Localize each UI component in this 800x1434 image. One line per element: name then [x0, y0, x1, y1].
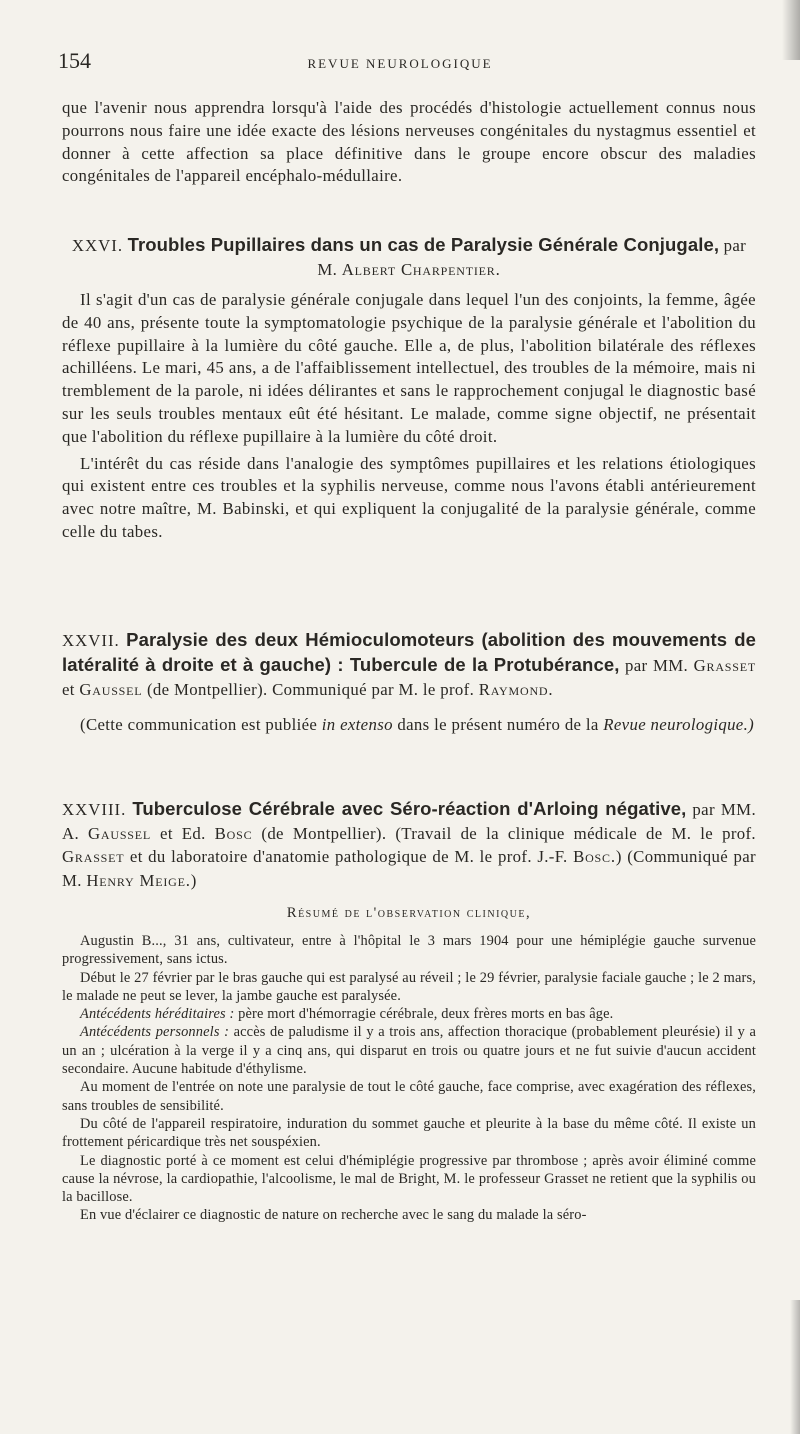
xxviii-number: XXVIII. — [62, 800, 127, 819]
intro-paragraph: que l'avenir nous apprendra lorsqu'à l'aide des procédés d'histologie actuellement connus nous pourrons nous faire une idée exacte des lésions nerveuses congénitales du nystagmus essentiel et donner à cette affection sa place définitive dans le groupe encore obscur des maladies congénitales de l'appareil encéphalo-médullaire. — [62, 98, 756, 186]
xxvii-place: (de Montpellier). Communiqué par M. le prof. — [146, 680, 475, 699]
xxviii-author-4: Bosc. — [573, 847, 616, 866]
page-header — [0, 48, 800, 78]
xxvi-number: XXVI. — [71, 236, 124, 255]
xxvii-number: XXVII. — [62, 631, 120, 650]
xxviii-text-2: et du laboratoire d'anatomie pathologique de M. le prof. J.-F. — [129, 847, 568, 866]
xxvii-note-italic: in extenso — [321, 715, 393, 734]
resume-paragraph-4 — [62, 1023, 756, 1078]
xxvi-heading — [62, 233, 756, 282]
resume-paragraph-2: Début le 27 février par le bras gauche qui est paralysé au réveil ; le 29 février, paralysie faciale gauche ; le 2 mars, le malade ne peut se lever, la jambe gauche est paralysée. — [62, 969, 756, 1004]
xxvi-author: Albert Charpentier. — [341, 260, 501, 279]
resume-paragraph-8: En vue d'éclairer ce diagnostic de nature on recherche avec le sang du malade la séro- — [80, 1207, 587, 1224]
xxviii-text-3: ) (Communiqué par M. — [62, 847, 756, 890]
xxvii-note-text-b: dans le présent numéro de la — [397, 715, 599, 734]
xxviii-by: par MM. A. — [62, 800, 756, 843]
xxviii-title: Tuberculose Cérébrale avec Séro-réaction d'Arloing négative, — [132, 798, 687, 819]
xxviii-and: et Ed. — [160, 823, 206, 843]
xxvi-by: par M. — [317, 236, 747, 279]
xxvii-heading — [62, 628, 756, 702]
resume-label-hereditary: Antécédents héréditaires : — [80, 1006, 235, 1023]
xxvii-by: par MM. — [625, 656, 689, 675]
page-number: 154 — [58, 48, 91, 73]
resume-paragraph-5: Au moment de l'entrée on note une paralysie de tout le côté gauche, face comprise, avec exagération des réflexes, sans troubles de sensibilité. — [62, 1079, 756, 1114]
resume-text-personal: accès de paludisme il y a trois ans, affection thoracique (probablement pleurésie) il y a un an ; ulcération à la verge il y a cinq ans, qui disparut en trois ou quatre jours et ne fut suivie d'aucun accident secondaire. Aucune habitude d'éthylisme. — [62, 1024, 757, 1078]
xxvi-paragraph-1: Il s'agit d'un cas de paralysie générale conjugale dans lequel l'un des conjoints, la femme, âgée de 40 ans, présente toute la symptomatologie psychique de la paralysie générale et l'abolition du réflexe pupillaire à la lumière du côté gauche. Elle a, de plus, l'abolition bilatérale des réflexes achilléens. Le mari, 45 ans, a de l'affaiblissement intellectuel, des troubles de la mémoire, mais ni tremblement de la parole, ni idées délirantes et sans le rapprochement conjugal le diagnostic basé sur les seuls troubles mentaux eût été hésitant. Le malade, comme signe objectif, ne présentait que l'abolition du réflexe pupillaire à la lumière du côté droit. — [62, 290, 756, 446]
running-head: REVUE NEUROLOGIQUE — [307, 56, 493, 71]
xxvii-note — [62, 714, 756, 737]
resume-block — [62, 905, 756, 1225]
resume-label-personal: Antécédents personnels : — [80, 1024, 230, 1041]
xxvii-note-text-a: (Cette communication est publiée — [80, 715, 318, 734]
resume-text-hereditary: père mort d'hémorragie cérébrale, deux frères morts en bas âge. — [238, 1006, 614, 1023]
xxvi-paragraph-2: L'intérêt du cas réside dans l'analogie des symptômes pupillaires et les relations étiologiques qui existent entre ces troubles et la syphilis nerveuse, comme nous l'avons établi antérieurement avec notre maître, M. Babinski, et qui expliquent la conjugalité de la paralysie générale, comme celle du tabes. — [62, 453, 756, 541]
xxviii-author-2: Bosc — [214, 823, 253, 843]
xxviii-text-4: ) — [190, 870, 197, 890]
xxvii-note-journal: Revue neurologique.) — [603, 715, 755, 734]
section-xxvii — [62, 628, 756, 737]
section-xxvi — [62, 233, 756, 544]
section-xxviii — [62, 797, 756, 892]
xxviii-author-3: Grasset — [62, 847, 125, 866]
xxvii-and: et — [62, 680, 75, 699]
xxviii-text-1: (de Montpellier). (Travail de la clinique médicale de M. le prof. — [261, 823, 756, 843]
xxvii-title: Paralysie des deux Hémioculomoteurs (abolition des mouvements de latéralité à droite et à gauche) : Tubercule de la Protubérance, — [62, 629, 757, 675]
resume-paragraph-6: Du côté de l'appareil respiratoire, induration du sommet gauche et pleurite à la base du même côté. Il existe un frottement péricardique très net souspéxien. — [62, 1115, 756, 1151]
xxvi-title: Troubles Pupillaires dans un cas de Paralysie Générale Conjugale, — [127, 234, 720, 255]
xxviii-author-1: Gaussel — [87, 823, 152, 843]
xxviii-heading — [62, 797, 756, 892]
xxvii-author-2: Gaussel — [79, 680, 143, 699]
resume-heading: Résumé de l'observation clinique, — [286, 905, 532, 921]
resume-paragraph-7: Le diagnostic porté à ce moment est celui d'hémiplégie progressive par thrombose ; après avoir éliminé comme cause la névrose, la cardiopathie, l'alcoolisme, le mal de Bright, M. le professeur Grasset ne retient que la syphilis ou la bacillose. — [62, 1152, 756, 1206]
intro-block — [62, 97, 756, 188]
xxvii-author-3: Raymond. — [478, 680, 554, 699]
xxviii-author-5: Henry Meige. — [86, 870, 191, 890]
resume-paragraph-3 — [62, 1005, 756, 1023]
resume-paragraph-1: Augustin B..., 31 ans, cultivateur, entre à l'hôpital le 3 mars 1904 pour une hémiplégie gauche survenue progressivement, sans ictus. — [62, 933, 756, 968]
page-edge-shadow-bottom — [790, 1300, 800, 1434]
xxvii-author-1: Grasset — [693, 656, 756, 675]
